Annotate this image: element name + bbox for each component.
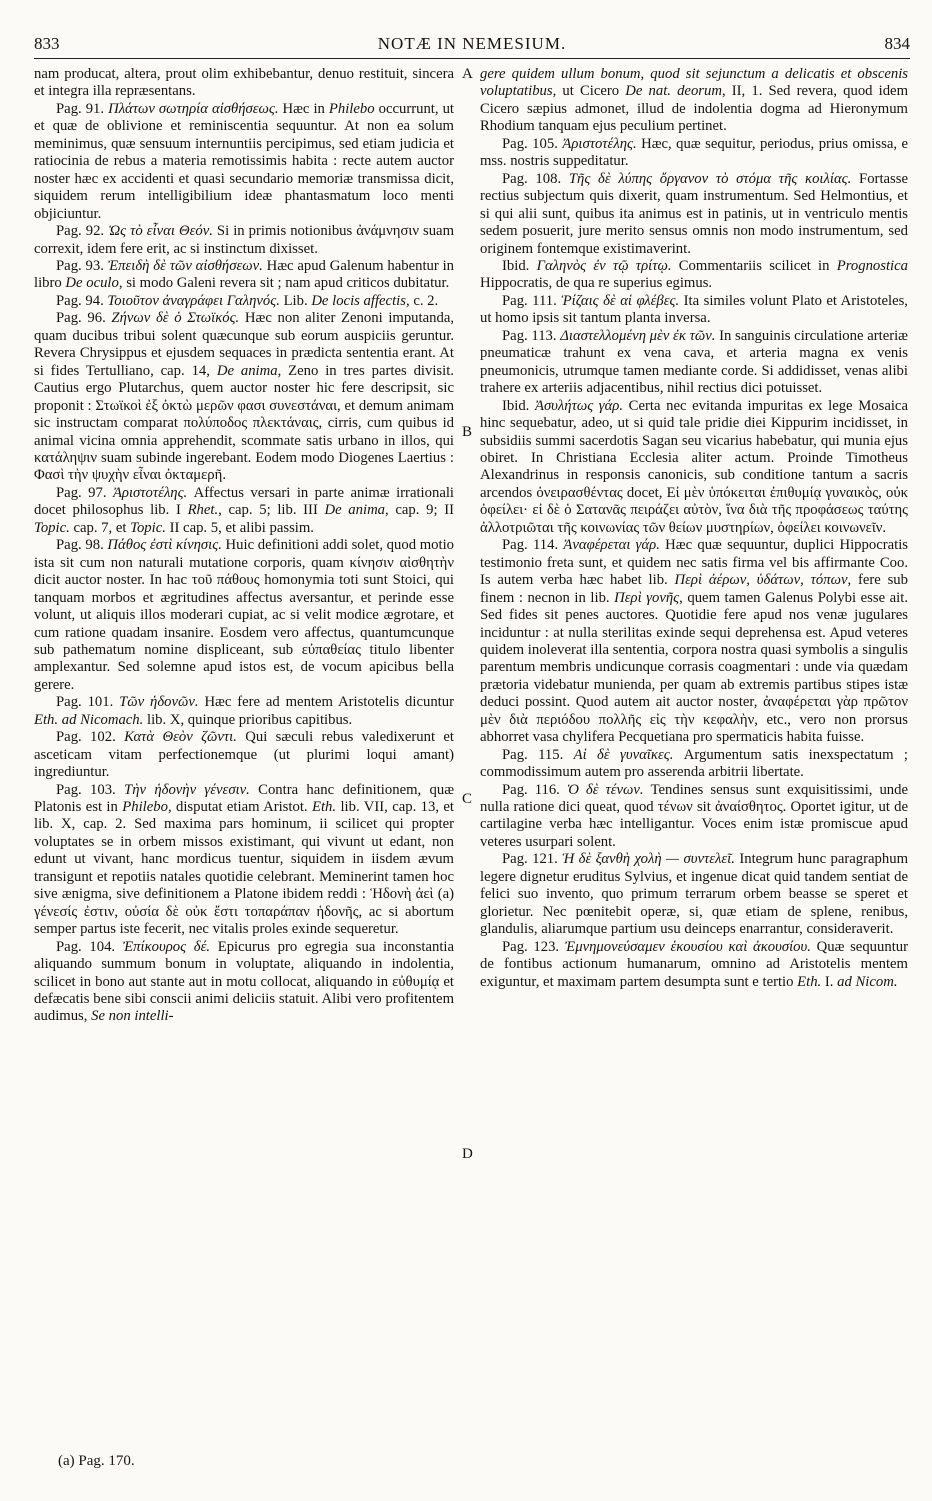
page-number-left: 833 [34,34,60,53]
left-column-paragraph: Pag. 94. Τοιοῦτον ἀναγράφει Γαληνός. Lib. De locis affectis, c. 2. [56,292,439,309]
left-column [34,66,454,1026]
left-column-paragraph: Pag. 102. Κατὰ Θεὸν ζῶντι. Qui sæculi rebus valedixerunt et asceticam vitam perfectionemque (ut plurimi loqui amant) ingrediuntur. [34,729,455,781]
footnote: (a) Pag. 170. [58,1453,135,1469]
right-column-paragraph: Pag. 105. Ἀριστοτέλης. Hæc, quæ sequitur, periodus, prius omissa, e mss. nostris suppeditatur. [480,135,908,170]
left-column-paragraph: Pag. 97. Ἀριστοτέλης. Affectus versari in parte animæ irrationali docet philosophus lib. I Rhet., cap. 5; lib. III De anima, cap. 9; II Topic. cap. 7, et Topic. II cap. 5, et alibi passim. [34,484,454,536]
left-column-paragraph: Pag. 98. Πάθος ἐστὶ κίνησις. Huic definitioni addi solet, quod motio ista sit cum non naturali mutatione corporis, quam κίνησιν αἰσθητὴν dicit auctor noster. In hac τοῦ πάθους homonymia toti sunt Stoici, qui tanquam morbos et ægritudines affectus aversantur, et perinde esse volunt, ut aliquis illos moderari cupiat, ac si velit modice ægrotare, et cum ratione quadam insanire. Eosdem vero affectus, quantumcunque sub pathematum nomine displiceant, sub εὐπαθείας titulo libenter amplexantur. Sed solemne apud istos est, de vocum apicibus bella gerere. [34,537,455,693]
left-column-paragraph: Pag. 104. Ἐπίκουρος δέ. Epicurus pro egregia sua inconstantia aliquando summum bonum in voluptate, aliquando in indolentia, scilicet in bono aut stante aut in motu collocat, aliquando in εὐθυμίᾳ et defæcatis bene sibi conscii animi deliciis statuit. Alibi vero profitentem audimus, Se non intelli- [34,938,454,1025]
right-column-paragraph: Ibid. Γαληνὸς ἐν τῷ τρίτῳ. Commentariis scilicet in Prognostica Hippocratis, de qua re superius egimus. [480,257,908,292]
header-rule [34,58,910,59]
margin-marker-a: A [462,66,473,82]
right-column-paragraph: Ibid. Ἀσυλήτως γάρ. Certa nec evitanda impuritas ex lege Mosaica hinc sequebatur, adeo, ut si quid tale pridie diei Kippurim incidisset, in subsidiis summi sacerdotis Sagan seu vicarius habebatur, qui munia ejus obiret. In Christiana Ecclesia aliter actum. Proinde Timotheus Alexandrinus in responsis canonicis, sub conditione tantum a sacris arcendos ὀνειρασθέντας docet, Εἰ μὲν ὑπόκειται ἐπιθυμίᾳ γυναικὸς, οὐκ ὀφείλει· εἰ δὲ ὁ Σατανᾶς πειράζει αὐτὸν, ἵνα διὰ τῆς προφάσεως ταύτης ἀλλοτριῶται τῆς κοινωνίας τῶν θείων μυστηρίων, ὀφείλει κοινωνεῖν. [480,397,908,536]
right-column-paragraph: Pag. 115. Αἱ δὲ γυναῖκες. Argumentum satis inexspectatum ; commodissimum autem pro asserenda arbitrii libertate. [480,746,908,781]
left-column-paragraph: Pag. 92. Ὡς τὸ εἶναι Θεόν. Si in primis notionibus ἀνάμνησιν suam correxit, idem fere erit, ac si instinctum dixisset. [34,223,454,257]
right-column-paragraph: Pag. 121. Ἡ δὲ ξανθὴ χολὴ — συντελεῖ. Integrum hunc paragraphum legere dignetur eruditus Sylvius, et ingenue dicat quid tandem sentiat de felici suo invento, quo primum terrarum orbem beasse se speret et glorietur. Nec pœnitebit operæ, si, quæ etiam de splene, renibus, glandulis, aliarumque partium usu deinceps enarrantur, consideraverit. [480,851,909,938]
right-column-paragraph: Pag. 108. Τῆς δὲ λύπης ὄργανον τὸ στόμα τῆς κοιλίας. Fortasse rectius subjectum quis dixerit, quam instrumentum. Sed Helmontius, et si qui alii sunt, quibus ita animus est in patinis, ut in ventriculo mentis sedem posuerit, jure merito sensus omnis non modo instrumentum, sed originem fontemque existimaverint. [480,170,908,257]
right-column-paragraph: Pag. 113. Διαστελλομένη μὲν ἐκ τῶν. In sanguinis circulatione arteriæ pneumaticæ trahunt ex vena cava, et arteria magna ex venis pneumonicis, utrumque tamen mediante corde. Si addidisset, venas alibi trahere ex arteriis adjacentibus, nihil rectius dici potuisset. [480,327,908,397]
right-column-paragraph: Pag. 116. Ὁ δὲ τένων. Tendines sensus sunt exquisitissimi, unde nulla ratione dici queat, quod τένων sit ἀναίσθητος. Oportet igitur, ut de cartilagine verba hæc intelligantur. Voces enim istæ promiscue apud veteres usurpari solent. [480,781,908,850]
margin-marker-b: B [462,424,473,440]
left-column-paragraph: nam producat, altera, prout olim exhibebantur, denuo restituit, sincera et integra illa repræsentans. [34,66,454,100]
running-title: NOTÆ IN NEMESIUM. [377,34,567,53]
right-column [480,66,908,991]
running-header [34,34,910,56]
right-column-paragraph: Pag. 123. Ἐμνημονεύσαμεν ἑκουσίου καὶ ἀκουσίου. Quæ sequuntur de fontibus actionum humanarum, omnino ad Aristotelis mentem exiguntur, et maximam partem desumpta sunt e tertio Eth. I. ad Nicom. [480,938,909,990]
page-number-right: 834 [884,34,910,53]
margin-marker-c: C [462,791,473,807]
right-column-paragraph: Pag. 111. Ῥίζαις δὲ αἱ φλέβες. Ita similes volunt Plato et Aristoteles, ut homo ipsis sit tantum planta inversa. [480,292,908,327]
left-column-paragraph: Pag. 101. Τῶν ἡδονῶν. Hæc fere ad mentem Aristotelis dicuntur Eth. ad Nicomach. lib. X, quinque prioribus capitibus. [34,694,454,728]
left-column-paragraph: Pag. 93. Ἐπειδὴ δὲ τῶν αἰσθήσεων. Hæc apud Galenum habentur in libro De oculo, si modo Galeni revera sit ; nam apud criticos dubitatur. [34,257,455,292]
right-column-paragraph: gere quidem ullum bonum, quod sit sejunctum a delicatis et obscenis voluptatibus, ut Cicero De nat. deorum, II, 1. Sed revera, quod idem Cicero sæpius admonet, illud de indolentia dogma ad Hieronymum Rhodium tanquam ejus peculium pertinet. [480,66,908,135]
left-column-paragraph: Pag. 91. Πλάτων σωτηρία αἰσθήσεως. Hæc in Philebo occurrunt, ut et quæ de oblivione et reminiscentia sequuntur. At non ea solum meminimus, quæ sensuum internuntiis percipimus, sed etiam judicia et ratiocinia de rebus a materia remotissimis habita : recte autem auctor noster hæc ex accidenti et quasi secundario memoriæ transmissa dicit, siquidem rerum intelligibilium ideæ phantasmatum loco menti objiciuntur. [34,100,454,222]
left-column-paragraph: Pag. 96. Ζήνων δὲ ὁ Στωϊκός. Hæc non aliter Zenoni imputanda, quam ducibus tribui solent quæcunque sub eorum auspiciis geruntur. Revera Chrysippus et ejusdem sequaces in prædicta sententia erant. At si fides Tertulliano, cap. 14, De anima, Zeno in tres partes divisit. Cautius ergo Plutarchus, quem auctor noster hic fere descripsit, sic proponit : Στωϊκοὶ ἐξ ὀκτὼ μερῶν φασι συνεστάναι, et demum animam sic instructam comparat πολύποδος πλεκτάναις, cirris, cum quibus id animal vicina omnia apprehendit, scommate satis urbano in illos, qui κατάληψιν suam subinde ingerebant. Eodem modo Diogenes Laertius : Φασὶ τὴν ψυχὴν εἶναι ὀκταμερῆ. [34,310,455,484]
right-column-paragraph: Pag. 114. Ἀναφέρεται γάρ. Hæc quæ sequuntur, duplici Hippocratis testimonio freta sunt, et quidem nec satis firma vel bis affirmante Coo. Is autem verba hæc habet lib. Περὶ ἀέρων, ὑδάτων, τόπων, fere sub finem : necnon in lib. Περὶ γονῆς, quem tamen Galenus Polybi esse ait. Sed fides sit penes auctores. Quotidie fere apud nos venæ jugulares inciduntur : at nulla sterilitas exinde sequi deprehensa est. Apud veteres quidem inoleverat illa sententia, corpora nostra quasi symbolis a singulis parentum membris undicunque corrasis coagmentari : unde via quædam prætoria videbatur munienda, per quam ab extremis partibus stipes istæ deduci possint. Quod autem ait auctor noster, ἀναφέρεται γὰρ πρῶτον μὲν διὰ περιόδου πολλῆς εἰς τὴν κεφαλὴν, etc., vero non prorsus abhorret vasa chylifera Pecquetiana pro spermaticis habita fuisse. [480,537,908,746]
left-column-paragraph: Pag. 103. Τὴν ἡδονὴν γένεσιν. Contra hanc definitionem, quæ Platonis est in Philebo, disputat etiam Aristot. Eth. lib. VII, cap. 13, et lib. X, cap. 2. Sed maxima pars hominum, ii scilicet qui propter voluptates se in orbem missos existimant, qui vivunt ut edant, non edunt ut vivant, hanc mordicus tuentur, siquidem in iisdem ævum transigunt et repotiis natales quotidie celebrant. Meminerint tamen hoc sive ænigma, sive definitionem a Platone ibidem reddi : Ἡδονὴ ἀεὶ (a) γένεσίς ἐστιν, οὐσία δὲ οὐκ ἔστι τοπαράπαν ἡδονῆς, ac si abortum semper partus iste fecerit, nec vitalis proles exinde sequeretur. [34,781,454,938]
margin-marker-d: D [462,1146,473,1162]
